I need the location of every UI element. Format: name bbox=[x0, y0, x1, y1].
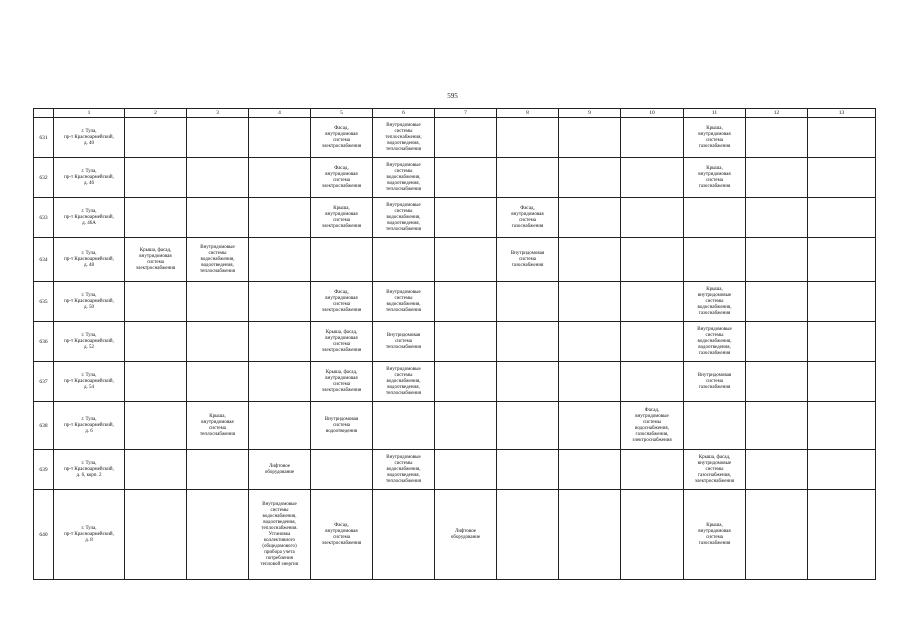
address-text: г. Тула, пр-т Красноармейский, д. 48 bbox=[64, 250, 114, 268]
row-number: 631 bbox=[34, 118, 54, 158]
work-cell-col-11 bbox=[621, 118, 684, 158]
row-number: 638 bbox=[34, 402, 54, 450]
work-cell-col-6 bbox=[311, 362, 373, 402]
row-number: 635 bbox=[34, 282, 54, 322]
work-cell-col-3 bbox=[125, 282, 187, 322]
work-cell-col-7 bbox=[373, 490, 435, 580]
table-row bbox=[34, 362, 876, 402]
column-header-1: 1 bbox=[54, 109, 125, 118]
work-cell-col-14 bbox=[808, 450, 876, 490]
work-cell-col-5 bbox=[249, 402, 311, 450]
header-cell-corner bbox=[34, 109, 54, 118]
work-text: Внутридомовая система водоотведения bbox=[324, 416, 359, 434]
work-cell-col-13 bbox=[746, 158, 808, 198]
table-row bbox=[34, 402, 876, 450]
work-text: Внутридомовая система газоснабжения bbox=[697, 372, 732, 390]
work-cell-col-3 bbox=[125, 322, 187, 362]
work-text: Внутридомовые системы водоснабжения, водоотведения, теплоснабжения bbox=[386, 202, 421, 232]
work-cell-col-11 bbox=[621, 282, 684, 322]
work-cell-col-14 bbox=[808, 362, 876, 402]
work-cell-col-6 bbox=[311, 490, 373, 580]
work-cell-col-10 bbox=[559, 282, 621, 322]
column-header-12: 12 bbox=[746, 109, 808, 118]
column-header-5: 5 bbox=[311, 109, 373, 118]
work-cell-col-7 bbox=[373, 198, 435, 238]
address-cell bbox=[54, 282, 125, 322]
address-cell bbox=[54, 450, 125, 490]
work-text: Внутридомовые системы водоснабжения, водоотведения, теплоснабжения bbox=[386, 366, 421, 396]
table-row bbox=[34, 118, 876, 158]
work-cell-col-7 bbox=[373, 362, 435, 402]
work-cell-col-8 bbox=[435, 118, 497, 158]
work-cell-col-14 bbox=[808, 490, 876, 580]
work-cell-col-11 bbox=[621, 402, 684, 450]
address-cell bbox=[54, 118, 125, 158]
work-cell-col-4 bbox=[187, 322, 249, 362]
work-cell-col-4 bbox=[187, 490, 249, 580]
work-cell-col-7 bbox=[373, 450, 435, 490]
work-cell-col-3 bbox=[125, 402, 187, 450]
work-text: Крыша, фасад, внутридомовая система электроснабжения bbox=[321, 329, 362, 353]
row-number: 639 bbox=[34, 450, 54, 490]
work-cell-col-12 bbox=[684, 402, 746, 450]
work-cell-col-6 bbox=[311, 282, 373, 322]
address-text: г. Тула, пр-т Красноармейский, д. 52 bbox=[64, 332, 114, 350]
address-cell bbox=[54, 490, 125, 580]
work-cell-col-13 bbox=[746, 362, 808, 402]
work-cell-col-12 bbox=[684, 322, 746, 362]
work-cell-col-6 bbox=[311, 402, 373, 450]
work-cell-col-9 bbox=[497, 402, 559, 450]
work-cell-col-5 bbox=[249, 282, 311, 322]
work-cell-col-14 bbox=[808, 118, 876, 158]
work-cell-col-3 bbox=[125, 450, 187, 490]
page-number: 595 bbox=[447, 92, 458, 100]
work-cell-col-13 bbox=[746, 450, 808, 490]
work-cell-col-3 bbox=[125, 158, 187, 198]
capital-repair-table bbox=[33, 108, 876, 580]
column-header-8: 8 bbox=[497, 109, 559, 118]
work-cell-col-5 bbox=[249, 362, 311, 402]
work-cell-col-7 bbox=[373, 158, 435, 198]
work-cell-col-9 bbox=[497, 490, 559, 580]
work-text: Крыша, фасад, внутридомовая система электроснабжения bbox=[135, 247, 176, 271]
column-header-10: 10 bbox=[621, 109, 684, 118]
work-cell-col-6 bbox=[311, 450, 373, 490]
work-text: Внутридомовые системы водоснабжения, водоотведения, теплоснабжения bbox=[386, 162, 421, 192]
work-text: Внутридомовые системы водоснабжения, водоотведения, теплоснабжения bbox=[386, 454, 421, 484]
work-cell-col-3 bbox=[125, 198, 187, 238]
work-text: Фасад, внутридомовая система электроснабжения bbox=[321, 125, 362, 149]
work-cell-col-8 bbox=[435, 322, 497, 362]
address-text: г. Тула, пр-т Красноармейский, д. 6 bbox=[64, 416, 114, 434]
column-header-7: 7 bbox=[435, 109, 497, 118]
work-cell-col-4 bbox=[187, 402, 249, 450]
address-text: г. Тула, пр-т Красноармейский, д. 8 bbox=[64, 525, 114, 543]
work-cell-col-14 bbox=[808, 282, 876, 322]
work-text: Фасад, внутридомовые системы водоснабжения, газоснабжения, электроснабжения bbox=[632, 407, 672, 443]
work-cell-col-5 bbox=[249, 198, 311, 238]
table-row bbox=[34, 450, 876, 490]
row-number: 632 bbox=[34, 158, 54, 198]
work-cell-col-10 bbox=[559, 490, 621, 580]
work-cell-col-5 bbox=[249, 450, 311, 490]
work-text: Внутридомовые системы водоснабжения, водоотведения, теплоснабжения bbox=[200, 244, 235, 274]
row-number: 640 bbox=[34, 490, 54, 580]
work-cell-col-5 bbox=[249, 322, 311, 362]
address-cell bbox=[54, 362, 125, 402]
address-text: г. Тула, пр-т Красноармейский, д. 40 bbox=[64, 128, 114, 146]
address-cell bbox=[54, 158, 125, 198]
work-cell-col-11 bbox=[621, 198, 684, 238]
work-text: Фасад, внутридомовая система электроснабжения bbox=[321, 522, 362, 546]
work-cell-col-11 bbox=[621, 158, 684, 198]
work-text: Фасад, внутридомовая система электроснабжения bbox=[321, 165, 362, 189]
work-cell-col-6 bbox=[311, 322, 373, 362]
work-cell-col-10 bbox=[559, 118, 621, 158]
work-cell-col-8 bbox=[435, 198, 497, 238]
table-row bbox=[34, 322, 876, 362]
work-cell-col-8 bbox=[435, 362, 497, 402]
work-cell-col-14 bbox=[808, 198, 876, 238]
work-text: Крыша, внутридомовые системы водоснабжения, газоснабжения bbox=[697, 286, 732, 316]
work-cell-col-8 bbox=[435, 158, 497, 198]
row-number: 637 bbox=[34, 362, 54, 402]
work-cell-col-6 bbox=[311, 158, 373, 198]
work-cell-col-5 bbox=[249, 490, 311, 580]
work-cell-col-6 bbox=[311, 238, 373, 282]
column-header-13: 13 bbox=[808, 109, 876, 118]
work-cell-col-12 bbox=[684, 450, 746, 490]
address-cell bbox=[54, 322, 125, 362]
work-cell-col-13 bbox=[746, 198, 808, 238]
work-cell-col-14 bbox=[808, 402, 876, 450]
work-text: Крыша, фасад, внутридомовая система электроснабжения bbox=[321, 369, 362, 393]
work-cell-col-4 bbox=[187, 450, 249, 490]
work-cell-col-4 bbox=[187, 362, 249, 402]
column-header-4: 4 bbox=[249, 109, 311, 118]
work-cell-col-9 bbox=[497, 118, 559, 158]
work-cell-col-8 bbox=[435, 238, 497, 282]
work-cell-col-5 bbox=[249, 158, 311, 198]
work-cell-col-12 bbox=[684, 118, 746, 158]
work-cell-col-13 bbox=[746, 238, 808, 282]
work-cell-col-12 bbox=[684, 282, 746, 322]
table-row bbox=[34, 490, 876, 580]
work-text: Лифтовое оборудование bbox=[450, 528, 481, 540]
work-cell-col-13 bbox=[746, 118, 808, 158]
address-text: г. Тула, пр-т Красноармейский, д. 46А bbox=[64, 208, 114, 226]
row-number: 633 bbox=[34, 198, 54, 238]
work-text: Крыша, внутридомовая система газоснабжения bbox=[698, 165, 731, 189]
table-row bbox=[34, 158, 876, 198]
column-header-3: 3 bbox=[187, 109, 249, 118]
column-header-9: 9 bbox=[559, 109, 621, 118]
work-cell-col-5 bbox=[249, 238, 311, 282]
work-cell-col-8 bbox=[435, 450, 497, 490]
work-cell-col-14 bbox=[808, 158, 876, 198]
row-number: 636 bbox=[34, 322, 54, 362]
work-cell-col-12 bbox=[684, 490, 746, 580]
work-cell-col-5 bbox=[249, 118, 311, 158]
work-cell-col-10 bbox=[559, 322, 621, 362]
work-cell-col-9 bbox=[497, 450, 559, 490]
header-row bbox=[34, 109, 876, 118]
work-cell-col-12 bbox=[684, 198, 746, 238]
work-cell-col-9 bbox=[497, 158, 559, 198]
work-cell-col-4 bbox=[187, 238, 249, 282]
work-cell-col-9 bbox=[497, 322, 559, 362]
work-text: Крыша, внутридомовая система электроснабжения bbox=[321, 205, 362, 229]
work-cell-col-9 bbox=[497, 198, 559, 238]
work-text: Фасад, внутридомовая система газоснабжения bbox=[511, 205, 544, 229]
table-row bbox=[34, 198, 876, 238]
work-cell-col-9 bbox=[497, 362, 559, 402]
work-cell-col-7 bbox=[373, 402, 435, 450]
work-text: Внутридомовые системы водоснабжения, водоотведения, теплоснабжения. Установка коллективного (общедомового) прибора учета потребления тепловой энергии bbox=[260, 501, 299, 567]
address-text: г. Тула, пр-т Красноармейский, д. 6, корп. 2 bbox=[64, 460, 114, 478]
column-header-11: 11 bbox=[684, 109, 746, 118]
address-text: г. Тула, пр-т Красноармейский, д. 50 bbox=[64, 292, 114, 310]
work-cell-col-9 bbox=[497, 282, 559, 322]
work-cell-col-10 bbox=[559, 238, 621, 282]
work-cell-col-13 bbox=[746, 322, 808, 362]
work-cell-col-3 bbox=[125, 118, 187, 158]
work-cell-col-10 bbox=[559, 158, 621, 198]
work-text: Крыша, внутридомовая система теплоснабжения bbox=[200, 413, 235, 437]
work-cell-col-8 bbox=[435, 490, 497, 580]
work-cell-col-11 bbox=[621, 362, 684, 402]
work-cell-col-7 bbox=[373, 238, 435, 282]
work-cell-col-13 bbox=[746, 282, 808, 322]
work-text: Крыша, фасад, внутридомовые системы газоснабжения, электроснабжения bbox=[694, 454, 735, 484]
work-cell-col-4 bbox=[187, 198, 249, 238]
work-cell-col-14 bbox=[808, 322, 876, 362]
work-text: Внутридомовые системы водоснабжения, водоотведения, газоснабжения bbox=[697, 326, 732, 356]
work-cell-col-13 bbox=[746, 402, 808, 450]
work-text: Крыша, внутридомовая система газоснабжения bbox=[698, 522, 731, 546]
column-header-6: 6 bbox=[373, 109, 435, 118]
work-cell-col-9 bbox=[497, 238, 559, 282]
work-cell-col-4 bbox=[187, 158, 249, 198]
work-text: Внутридомовая система теплоснабжения bbox=[386, 332, 421, 350]
work-cell-col-11 bbox=[621, 322, 684, 362]
work-cell-col-3 bbox=[125, 362, 187, 402]
table-row bbox=[34, 238, 876, 282]
work-text: Внутридомовые системы водоснабжения, теплоснабжения bbox=[386, 289, 421, 313]
work-cell-col-12 bbox=[684, 238, 746, 282]
work-cell-col-14 bbox=[808, 238, 876, 282]
work-cell-col-4 bbox=[187, 118, 249, 158]
work-cell-col-8 bbox=[435, 402, 497, 450]
work-text: Внутридомовые системы теплоснабжения, водоотведения, теплоснабжения bbox=[385, 122, 422, 152]
work-text: Фасад, внутридомовая система электроснабжения bbox=[321, 289, 362, 313]
work-cell-col-6 bbox=[311, 198, 373, 238]
row-number: 634 bbox=[34, 238, 54, 282]
work-cell-col-11 bbox=[621, 450, 684, 490]
address-cell bbox=[54, 402, 125, 450]
work-text: Лифтовое оборудование bbox=[264, 463, 295, 475]
table-row bbox=[34, 282, 876, 322]
address-text: г. Тула, пр-т Красноармейский, д. 54 bbox=[64, 372, 114, 390]
work-cell-col-13 bbox=[746, 490, 808, 580]
work-cell-col-4 bbox=[187, 282, 249, 322]
work-cell-col-6 bbox=[311, 118, 373, 158]
work-cell-col-10 bbox=[559, 450, 621, 490]
work-cell-col-11 bbox=[621, 490, 684, 580]
work-cell-col-12 bbox=[684, 362, 746, 402]
address-cell bbox=[54, 238, 125, 282]
work-text: Внутридомовая система газоснабжения bbox=[510, 250, 545, 268]
work-text: Крыша, внутридомовая система газоснабжения bbox=[698, 125, 731, 149]
work-cell-col-8 bbox=[435, 282, 497, 322]
work-cell-col-3 bbox=[125, 490, 187, 580]
work-cell-col-3 bbox=[125, 238, 187, 282]
work-cell-col-7 bbox=[373, 282, 435, 322]
work-cell-col-7 bbox=[373, 118, 435, 158]
address-text: г. Тула, пр-т Красноармейский, д. 46 bbox=[64, 168, 114, 186]
address-cell bbox=[54, 198, 125, 238]
work-cell-col-10 bbox=[559, 402, 621, 450]
work-cell-col-7 bbox=[373, 322, 435, 362]
column-header-2: 2 bbox=[125, 109, 187, 118]
work-cell-col-10 bbox=[559, 198, 621, 238]
work-cell-col-10 bbox=[559, 362, 621, 402]
work-cell-col-11 bbox=[621, 238, 684, 282]
work-cell-col-12 bbox=[684, 158, 746, 198]
